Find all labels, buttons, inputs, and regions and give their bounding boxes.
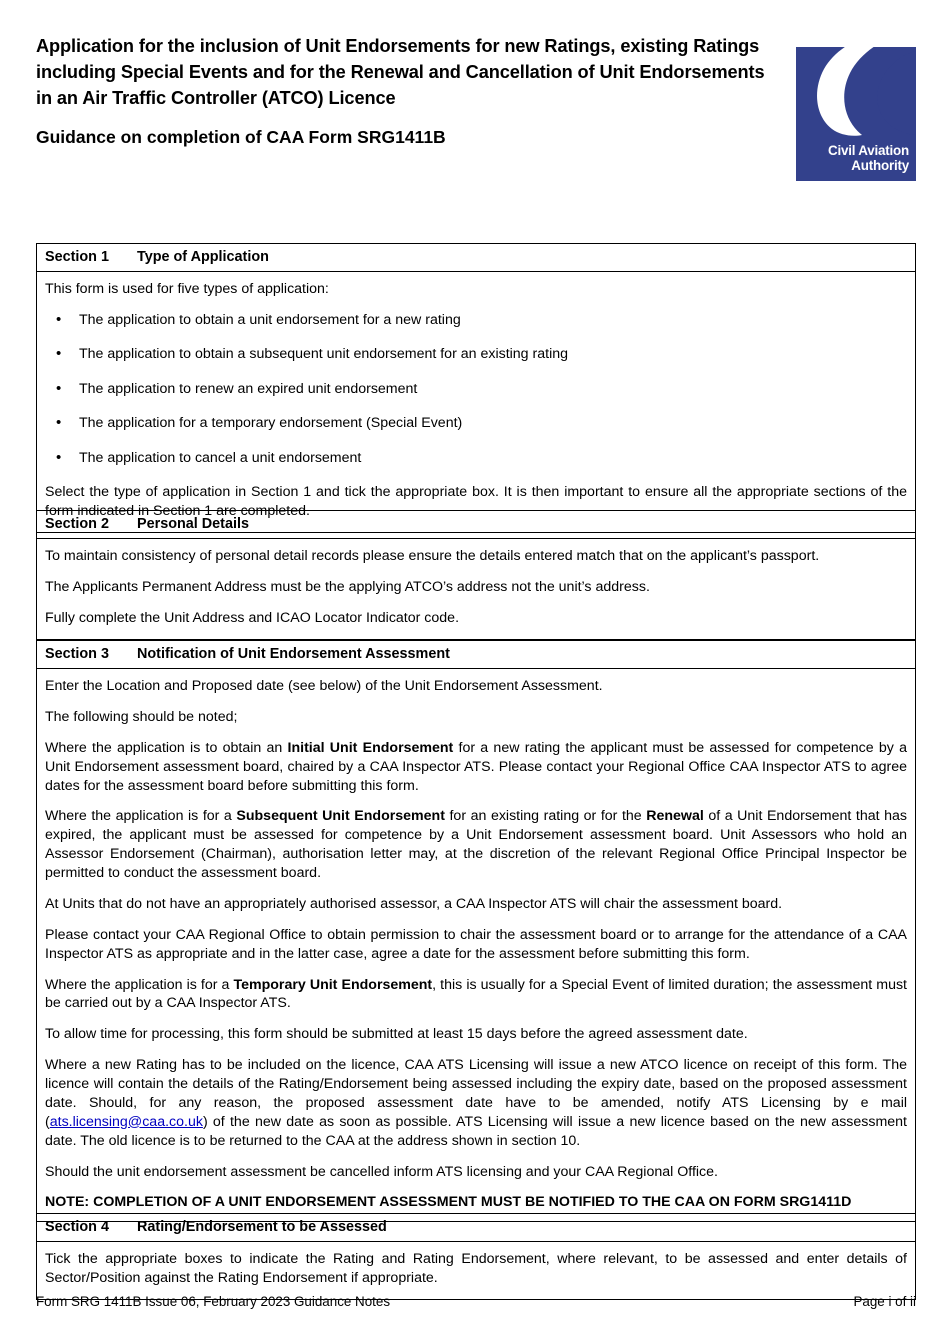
section-4-header	[37, 1214, 915, 1242]
text-run: ) of the new date as soon as possible. ATS Licensing will issue a new licence based on the new assessment date. The old licence is to be returned to the CAA at the address shown in section 10.	[45, 1113, 907, 1149]
section-2-personal-details	[36, 510, 916, 640]
emphasis-initial-unit-endorsement: Initial Unit Endorsement	[287, 739, 454, 756]
section-3-paragraph-10: Should the unit endorsement assessment be cancelled inform ATS licensing and your CAA Regional Office.	[45, 1163, 718, 1180]
section-3-paragraph-3	[45, 739, 907, 796]
ats-licensing-email-link[interactable]: ats.licensing@caa.co.uk	[49, 1113, 203, 1130]
section-3-title: Notification of Unit Endorsement Assessment	[137, 646, 450, 662]
emphasis-temporary-unit-endorsement: Temporary Unit Endorsement	[233, 976, 433, 993]
text-run: of a Unit Endorsement that has expired, the applicant must be assessed for competence by a Unit Endorsement assessment board. Unit Assessors who hold an Assessor Endorsement (Chairman), authorisation letter may, at the discretion of the relevant Regional Office Principal Inspector be permitted to conduct the assessment board.	[45, 808, 907, 881]
text-run: Where the application is for a	[45, 808, 237, 825]
section-4-paragraph: Tick the appropriate boxes to indicate the Rating and Rating Endorsement, where relevant, to be assessed and enter details of Sector/Position against the Rating Endorsement if appropriate.	[45, 1251, 907, 1286]
footer-form-reference: Form SRG 1411B Issue 06, February 2023 Guidance Notes	[36, 1294, 391, 1309]
section-1-type-of-application	[36, 243, 916, 533]
section-2-title: Personal Details	[137, 516, 249, 532]
text-run: Where the application is to obtain an	[45, 739, 288, 756]
section-3-paragraph-9	[45, 1056, 907, 1150]
section-3-paragraph-4	[45, 807, 907, 883]
logo-caption-line-2: Authority	[851, 158, 909, 173]
section-3-note: NOTE: COMPLETION OF A UNIT ENDORSEMENT ASSESSMENT MUST BE NOTIFIED TO THE CAA ON FORM SRG1411D	[45, 1194, 852, 1211]
section-2-paragraph: Fully complete the Unit Address and ICAO Locator Indicator code.	[45, 609, 460, 626]
list-item: • The application to obtain a subsequent unit endorsement for an existing rating	[45, 345, 907, 363]
section-3-paragraph-6: Please contact your CAA Regional Office to obtain permission to chair the assessment board or to arrange for the attendance of a CAA Inspector ATS as appropriate and in the latter case, agree a date for the assessment before submitting this form.	[45, 926, 907, 962]
section-4-body	[37, 1242, 915, 1299]
text-run: Where a new Rating has to be included on the licence, CAA ATS Licensing will issue a new ATCO licence on receipt of this form. The licence will contain the details of the Rating/Endorsement being assessed including the expiry date, based on the proposed assessment date. Should, for any reason, the proposed assessment date have to be amended, notify ATS Licensing by e mail (	[45, 1057, 907, 1130]
section-3-number: Section 3	[45, 646, 109, 662]
emphasis-renewal: Renewal	[646, 808, 704, 825]
section-1-intro: This form is used for five types of application:	[45, 281, 329, 297]
section-1-header	[37, 244, 915, 272]
caa-crescent-icon	[796, 47, 916, 151]
emphasis-subsequent-unit-endorsement: Subsequent Unit Endorsement	[236, 808, 445, 825]
text-run: Where the application is for a	[45, 976, 234, 993]
section-4-title: Rating/Endorsement to be Assessed	[137, 1219, 387, 1235]
page-header	[36, 34, 916, 194]
list-item: • The application to cancel a unit endorsement	[45, 449, 907, 467]
list-item: • The application to obtain a unit endorsement for a new rating	[45, 311, 907, 329]
section-3-paragraph-2: The following should be noted;	[45, 708, 238, 725]
list-item: • The application for a temporary endorsement (Special Event)	[45, 414, 907, 432]
section-2-paragraph: The Applicants Permanent Address must be the applying ATCO’s address not the unit’s address.	[45, 578, 650, 595]
section-2-paragraph: To maintain consistency of personal detail records please ensure the details entered match that on the applicant’s passport.	[45, 548, 820, 564]
section-3-paragraph-7	[45, 976, 907, 1014]
section-1-outro: Select the type of application in Section 1 and tick the appropriate box. It is then important to ensure all the appropriate sections of the form indicated in Section 1 are completed.	[45, 484, 907, 520]
section-2-number: Section 2	[45, 516, 109, 532]
section-2-body	[37, 539, 915, 639]
section-3-paragraph-1: Enter the Location and Proposed date (see below) of the Unit Endorsement Assessment.	[45, 678, 603, 694]
list-item: • The application to renew an expired unit endorsement	[45, 380, 907, 398]
application-types-list	[45, 311, 907, 467]
page-title: Application for the inclusion of Unit Endorsements for new Ratings, existing Ratings including Special Events and for the Renewal and Cancellation of Unit Endorsements in an Air Traffic Controller (ATCO) Licence	[36, 36, 765, 108]
section-1-number: Section 1	[45, 249, 109, 265]
section-3-paragraph-8: To allow time for processing, this form should be submitted at least 15 days before the agreed assessment date.	[45, 1026, 748, 1043]
footer-page-number: Page i of ii	[853, 1294, 916, 1309]
logo-caption-line-1: Civil Aviation	[827, 143, 909, 158]
header-text-block	[36, 34, 784, 148]
section-3-body	[37, 669, 915, 1221]
text-run: for a new rating the applicant must be assessed for competence by a Unit Endorsement assessment board, chaired by a CAA Inspector ATS. Please contact your Regional Office CAA Inspector ATS to agree dates for the assessment board before submitting this form.	[45, 739, 908, 794]
page-footer	[36, 1294, 916, 1309]
section-4-number: Section 4	[45, 1219, 109, 1235]
section-3-paragraph-5: At Units that do not have an appropriately authorised assessor, a CAA Inspector ATS will chair the assessment board.	[45, 895, 783, 912]
caa-logo	[796, 47, 916, 181]
section-3-notification-of-unit-endorsement-assessment	[36, 640, 916, 1222]
text-run: for an existing rating or for the	[444, 808, 647, 825]
text-run: , this is usually for a Special Event of limited duration; the assessment must be carried out by a CAA Inspector ATS.	[45, 976, 908, 1012]
section-1-title: Type of Application	[137, 249, 269, 265]
section-1-body	[37, 272, 915, 532]
section-2-header	[37, 511, 915, 539]
logo-caption	[828, 143, 909, 173]
section-4-rating-endorsement-to-be-assessed	[36, 1213, 916, 1300]
section-3-header	[37, 641, 915, 669]
page-subtitle: Guidance on completion of CAA Form SRG1411B	[36, 126, 446, 147]
